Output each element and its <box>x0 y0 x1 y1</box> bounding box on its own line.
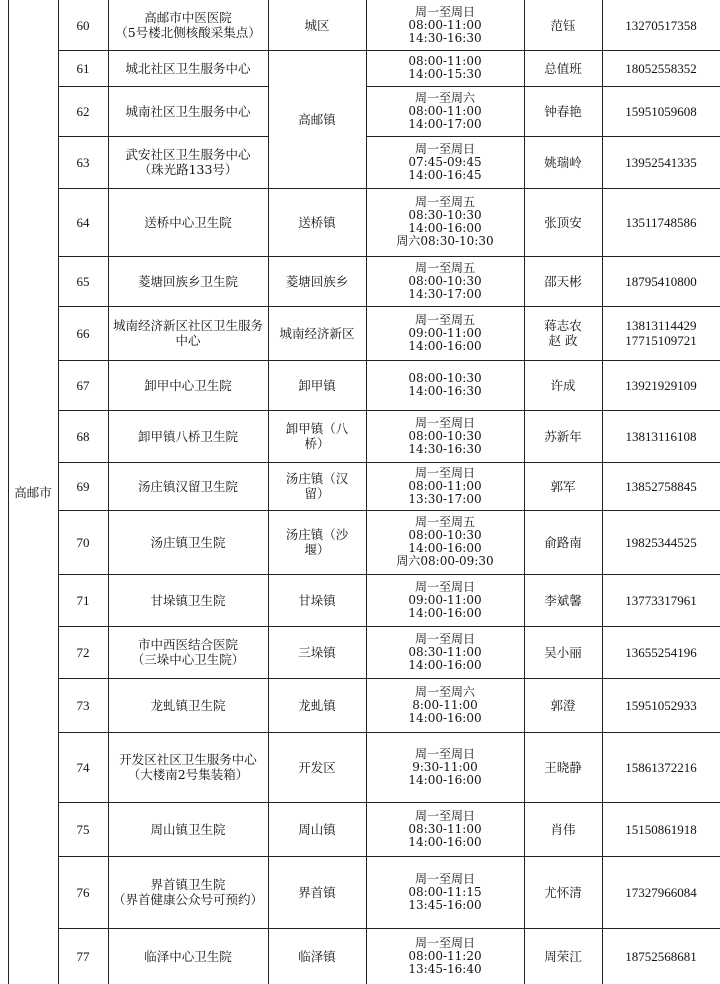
row-number: 73 <box>76 697 90 713</box>
contact-person: 总值班 <box>544 60 582 76</box>
row-number: 65 <box>76 273 90 289</box>
contact-person: 尤怀清 <box>544 884 582 900</box>
contact-person: 俞路南 <box>544 534 582 550</box>
row-number: 76 <box>76 884 90 900</box>
contact-phone: 13952541335 <box>625 154 697 170</box>
contact-phone: 19825344525 <box>625 534 697 550</box>
site-name: 菱塘回族乡卫生院 <box>137 273 238 289</box>
area-name: 三垛镇 <box>298 644 336 660</box>
contact-phone: 13813114429 17715109721 <box>625 318 697 348</box>
row-number: 68 <box>76 428 90 444</box>
row-number: 61 <box>76 60 90 76</box>
row-border <box>58 574 720 575</box>
service-hours: 周一至周日 08:00-11:15 13:45-16:00 <box>408 871 482 912</box>
column-border <box>268 0 269 984</box>
area-name: 汤庄镇（沙 堰） <box>285 527 349 557</box>
site-name: 市中西医结合医院 （三垛中心卫生院） <box>131 637 245 667</box>
row-number: 72 <box>76 644 90 660</box>
row-number: 67 <box>76 377 90 393</box>
row-number: 70 <box>76 534 90 550</box>
area-name: 城区 <box>304 17 330 33</box>
contact-person: 范钰 <box>550 17 576 33</box>
contact-person: 许成 <box>550 377 576 393</box>
row-border <box>58 256 720 257</box>
site-name: 开发区社区卫生服务中心 （大楼南2号集装箱） <box>119 752 257 782</box>
service-hours: 周一至周日 08:00-11:00 13:30-17:00 <box>408 465 482 506</box>
contact-person: 蒋志农 赵 政 <box>544 318 582 348</box>
row-border <box>366 136 720 137</box>
row-number: 71 <box>76 592 90 608</box>
row-border <box>58 50 720 51</box>
contact-phone: 13921929109 <box>625 377 697 393</box>
service-hours: 周一至周日 9:30-11:00 14:00-16:00 <box>408 746 482 787</box>
area-name: 界首镇 <box>298 884 336 900</box>
contact-person: 肖伟 <box>550 821 576 837</box>
row-number: 77 <box>76 948 90 964</box>
contact-phone: 18052558352 <box>625 60 697 76</box>
row-border <box>58 462 720 463</box>
contact-person: 郭军 <box>550 478 576 494</box>
site-name: 城北社区卫生服务中心 <box>125 60 251 76</box>
area-name: 龙虬镇 <box>298 697 336 713</box>
site-name: 送桥中心卫生院 <box>144 214 232 230</box>
service-hours: 周一至周日 08:00-11:00 14:30-16:30 <box>408 4 482 45</box>
area-name: 开发区 <box>298 759 336 775</box>
area-name: 临泽镇 <box>298 948 336 964</box>
row-border <box>58 188 720 189</box>
contact-phone: 18795410800 <box>625 273 697 289</box>
contact-phone: 13511748586 <box>625 214 697 230</box>
row-border <box>58 306 720 307</box>
service-hours: 周一至周日 07:45-09:45 14:00-16:45 <box>408 141 482 182</box>
service-hours: 周一至周五 08:00-10:30 14:30-17:00 <box>408 260 482 301</box>
contact-phone: 15861372216 <box>625 759 697 775</box>
column-border <box>524 0 525 984</box>
row-border <box>58 410 720 411</box>
service-hours: 周一至周日 08:00-11:20 13:45-16:40 <box>408 935 482 976</box>
contact-phone: 13270517358 <box>625 17 697 33</box>
column-border <box>602 0 603 984</box>
column-border <box>366 0 367 984</box>
site-name: 武安社区卫生服务中心 （珠光路133号） <box>125 147 251 177</box>
site-name: 龙虬镇卫生院 <box>150 697 226 713</box>
service-hours: 周一至周日 08:30-11:00 14:00-16:00 <box>408 631 482 672</box>
contact-phone: 15951059608 <box>625 103 697 119</box>
row-border <box>58 928 720 929</box>
row-border <box>366 86 720 87</box>
area-name: 周山镇 <box>298 821 336 837</box>
contact-phone: 13773317961 <box>625 592 697 608</box>
row-number: 62 <box>76 103 90 119</box>
contact-person: 张顶安 <box>544 214 582 230</box>
site-name: 卸甲镇八桥卫生院 <box>137 428 238 444</box>
contact-phone: 17327966084 <box>625 884 697 900</box>
service-hours: 08:00-11:00 14:00-15:30 <box>408 54 482 81</box>
contact-person: 钟春艳 <box>544 103 582 119</box>
row-number: 74 <box>76 759 90 775</box>
contact-person: 周荣江 <box>544 948 582 964</box>
row-border <box>58 136 268 137</box>
row-border <box>58 86 268 87</box>
site-name: 界首镇卫生院 （界首健康公众号可预约） <box>112 877 263 907</box>
site-name: 高邮市中医医院 （5号楼北侧核酸采集点） <box>115 10 261 40</box>
contact-person: 郭澄 <box>550 697 576 713</box>
service-hours: 周一至周日 08:30-11:00 14:00-16:00 <box>408 808 482 849</box>
row-number: 64 <box>76 214 90 230</box>
contact-phone: 13655254196 <box>625 644 697 660</box>
contact-person: 邵天彬 <box>544 273 582 289</box>
area-name: 甘垛镇 <box>298 592 336 608</box>
area-name: 高邮镇 <box>298 111 336 127</box>
area-name: 送桥镇 <box>298 214 336 230</box>
city-cell: 高邮市 <box>14 484 52 500</box>
row-border <box>58 856 720 857</box>
site-name: 临泽中心卫生院 <box>144 948 232 964</box>
service-hours: 周一至周六 08:00-11:00 14:00-17:00 <box>408 90 482 131</box>
row-border <box>58 802 720 803</box>
row-border <box>58 510 720 511</box>
contact-person: 苏新年 <box>544 428 582 444</box>
area-name: 汤庄镇（汉 留） <box>285 471 349 501</box>
contact-phone: 13813116108 <box>625 428 697 444</box>
contact-phone: 13852758845 <box>625 478 697 494</box>
row-border <box>58 678 720 679</box>
contact-person: 吴小丽 <box>544 644 582 660</box>
site-name: 甘垛镇卫生院 <box>150 592 226 608</box>
area-name: 卸甲镇 <box>298 377 336 393</box>
column-border <box>8 0 9 984</box>
row-number: 60 <box>76 17 90 33</box>
row-number: 66 <box>76 325 90 341</box>
service-hours: 周一至周六 8:00-11:00 14:00-16:00 <box>408 684 482 725</box>
contact-person: 王晓静 <box>544 759 582 775</box>
site-name: 卸甲中心卫生院 <box>144 377 232 393</box>
service-hours: 周一至周日 08:00-10:30 14:30-16:30 <box>408 415 482 456</box>
contact-phone: 15150861918 <box>625 821 697 837</box>
service-hours: 周一至周五 08:30-10:30 14:00-16:00 周六08:30-10:30 <box>396 195 494 248</box>
area-name: 城南经济新区 <box>279 325 355 341</box>
service-hours: 周一至周五 09:00-11:00 14:00-16:00 <box>408 312 482 353</box>
site-name: 汤庄镇汉留卫生院 <box>137 478 238 494</box>
service-hours: 周一至周日 09:00-11:00 14:00-16:00 <box>408 579 482 620</box>
site-name: 汤庄镇卫生院 <box>150 534 226 550</box>
contact-person: 姚瑞岭 <box>544 154 582 170</box>
row-border <box>58 732 720 733</box>
contact-person: 李斌馨 <box>544 592 582 608</box>
row-border <box>58 626 720 627</box>
row-number: 63 <box>76 154 90 170</box>
row-number: 75 <box>76 821 90 837</box>
service-hours: 08:00-10:30 14:00-16:30 <box>408 371 482 398</box>
contact-phone: 15951052933 <box>625 697 697 713</box>
service-hours: 周一至周五 08:00-10:30 14:00-16:00 周六08:00-09:30 <box>396 515 494 568</box>
row-number: 69 <box>76 478 90 494</box>
contact-phone: 18752568681 <box>625 948 697 964</box>
site-name: 城南社区卫生服务中心 <box>125 103 251 119</box>
column-border <box>58 0 59 984</box>
row-border <box>58 360 720 361</box>
site-name: 城南经济新区社区卫生服务 中心 <box>112 318 263 348</box>
area-name: 菱塘回族乡 <box>285 273 349 289</box>
area-name: 卸甲镇（八 桥） <box>285 421 349 451</box>
column-border <box>108 0 109 984</box>
site-name: 周山镇卫生院 <box>150 821 226 837</box>
